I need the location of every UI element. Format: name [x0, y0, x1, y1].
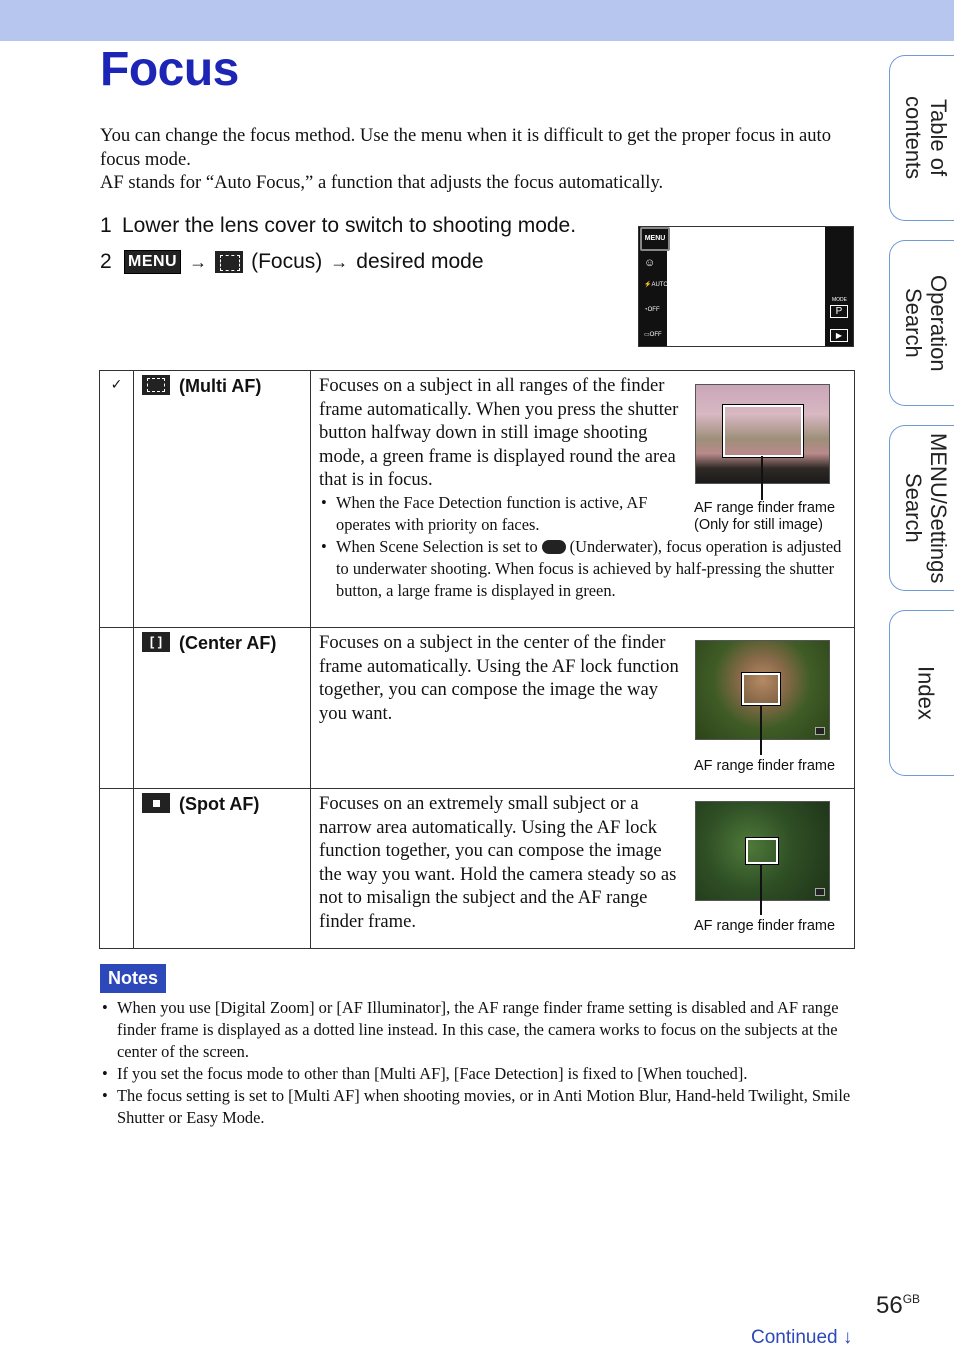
- caption-leader-line: [760, 705, 762, 755]
- note-item: • The focus setting is set to [Multi AF] when shooting movies, or in Anti Motion Blur, Hand-held Twilight, Smile Shutter or Easy Mode.: [100, 1085, 852, 1129]
- tab-table-of-contents[interactable]: [889, 55, 954, 221]
- mode-name-cell: [134, 628, 311, 789]
- desired-mode-label: desired mode: [356, 250, 484, 273]
- multi-af-icon: [142, 375, 170, 395]
- header-band: [0, 0, 954, 41]
- tab-label: Operation Search: [901, 274, 951, 372]
- table-row: [100, 789, 855, 949]
- tab-menu-settings-search[interactable]: [889, 425, 954, 591]
- empty-mark-cell: [100, 789, 134, 949]
- tab-operation-search[interactable]: [889, 240, 954, 406]
- camera-screen-illustration: [638, 226, 854, 347]
- mode-description: Focuses on a subject in all ranges of the finder frame automatically. When you press the shutter button halfway down in still image shooting mode, a green frame is displayed round the area that is in focus.: [319, 375, 679, 490]
- page-number: [876, 1292, 920, 1320]
- table-row: [100, 371, 855, 628]
- tab-index[interactable]: [889, 610, 954, 776]
- mode-name: (Multi AF): [179, 376, 262, 396]
- note-bullet: [319, 536, 846, 602]
- empty-mark-cell: [100, 628, 134, 789]
- caption-line-1: AF range finder frame: [694, 500, 836, 516]
- table-row: [100, 628, 855, 789]
- photo-caption: AF range finder frame: [694, 758, 836, 774]
- camera-right-bar: [825, 227, 853, 346]
- center-af-sample-photo: [695, 640, 830, 740]
- spot-af-indicator-icon: [815, 888, 825, 896]
- tab-label: Table of contents: [901, 96, 951, 180]
- tab-label: MENU/Settings Search: [901, 432, 951, 584]
- mode-description: Focuses on an extremely small subject or a narrow area automatically. Using the AF lock function together, you can compose the image the way you want. Hold the camera steady so as not to misalign the subject and the AF range finder frame.: [319, 793, 677, 932]
- af-range-finder-frame: [746, 838, 778, 864]
- focus-icon: [215, 251, 243, 273]
- photo-caption: [694, 500, 835, 534]
- step-2-number: 2: [100, 250, 112, 273]
- underwater-icon: [542, 540, 566, 554]
- mode-description-cell: [311, 789, 855, 949]
- af-range-finder-frame: [742, 673, 780, 705]
- camera-mode-label: MODE: [832, 297, 847, 303]
- camera-menu-button: MENU: [640, 227, 670, 251]
- arrow-icon: →: [189, 251, 208, 272]
- notes-list: [100, 997, 852, 1129]
- intro-text: [100, 124, 850, 195]
- default-check-icon: ✓: [100, 371, 134, 628]
- menu-key-icon: MENU: [124, 250, 181, 274]
- photo-caption: AF range finder frame: [694, 918, 836, 934]
- mode-description: Focuses on a subject in the center of the finder frame automatically. Using the AF lock function together, you can compose the image the way you want.: [319, 632, 679, 724]
- mode-name: (Spot AF): [179, 794, 260, 814]
- center-af-indicator-icon: [815, 727, 825, 735]
- caption-line-2: (Only for still image): [694, 517, 823, 533]
- bullet-text-b: (Underwater), focus operation is adjusted to underwater shooting. When focus is achieved by half-pressing the shutter button, a large frame is displayed in green.: [336, 536, 842, 600]
- page-suffix: GB: [902, 1292, 921, 1306]
- note-item: • If you set the focus mode to other than [Multi AF], [Face Detection] is fixed to [When touched].: [100, 1063, 852, 1085]
- intro-line-2: AF stands for “Auto Focus,” a function that adjusts the focus automatically.: [100, 172, 664, 193]
- page-title: Focus: [100, 43, 239, 96]
- center-af-icon: [142, 632, 170, 652]
- spot-af-icon: [142, 793, 170, 813]
- step-2: [100, 250, 484, 274]
- playback-icon: ▶: [830, 329, 848, 342]
- caption-leader-line: [761, 456, 763, 500]
- face-detection-icon: ☺: [644, 257, 656, 269]
- step-1-text: Lower the lens cover to switch to shooting mode.: [122, 214, 577, 237]
- page-number-value: 56: [876, 1292, 903, 1319]
- step-1: [100, 214, 576, 238]
- mode-description-cell: [311, 371, 855, 628]
- mode-name-cell: [134, 371, 311, 628]
- focus-mode-table: [99, 370, 855, 949]
- caption-leader-line: [760, 864, 762, 915]
- flash-icon: ⚡AUTO: [644, 282, 669, 288]
- burst-icon: ▭OFF: [644, 332, 662, 338]
- note-item: • When you use [Digital Zoom] or [AF Illuminator], the AF range finder frame setting is disabled and AF range finder frame is displayed as a dotted line instead. In this case, the camera works to focus on the subjects at the center of the screen.: [100, 997, 852, 1063]
- arrow-icon: →: [330, 251, 349, 272]
- continued-link[interactable]: Continued ↓: [751, 1327, 853, 1348]
- self-timer-icon: ◔OFF: [644, 307, 660, 313]
- camera-left-bar: [639, 227, 667, 346]
- mode-name: (Center AF): [179, 633, 277, 653]
- step-1-number: 1: [100, 214, 112, 237]
- mode-description-cell: [311, 628, 855, 789]
- note-bullet: • When the Face Detection function is active, AF operates with priority on faces.: [319, 492, 679, 536]
- intro-line-1: You can change the focus method. Use the menu when it is difficult to get the proper focus in auto focus mode.: [100, 125, 832, 170]
- tab-label: Index: [913, 666, 939, 720]
- af-range-finder-frame: [723, 405, 803, 457]
- camera-mode-value: P: [830, 305, 848, 318]
- bullet-text-a: When Scene Selection is set to: [336, 536, 538, 556]
- notes-heading: Notes: [100, 964, 166, 993]
- focus-label: (Focus): [251, 250, 323, 273]
- spot-af-sample-photo: [695, 801, 830, 901]
- mode-name-cell: [134, 789, 311, 949]
